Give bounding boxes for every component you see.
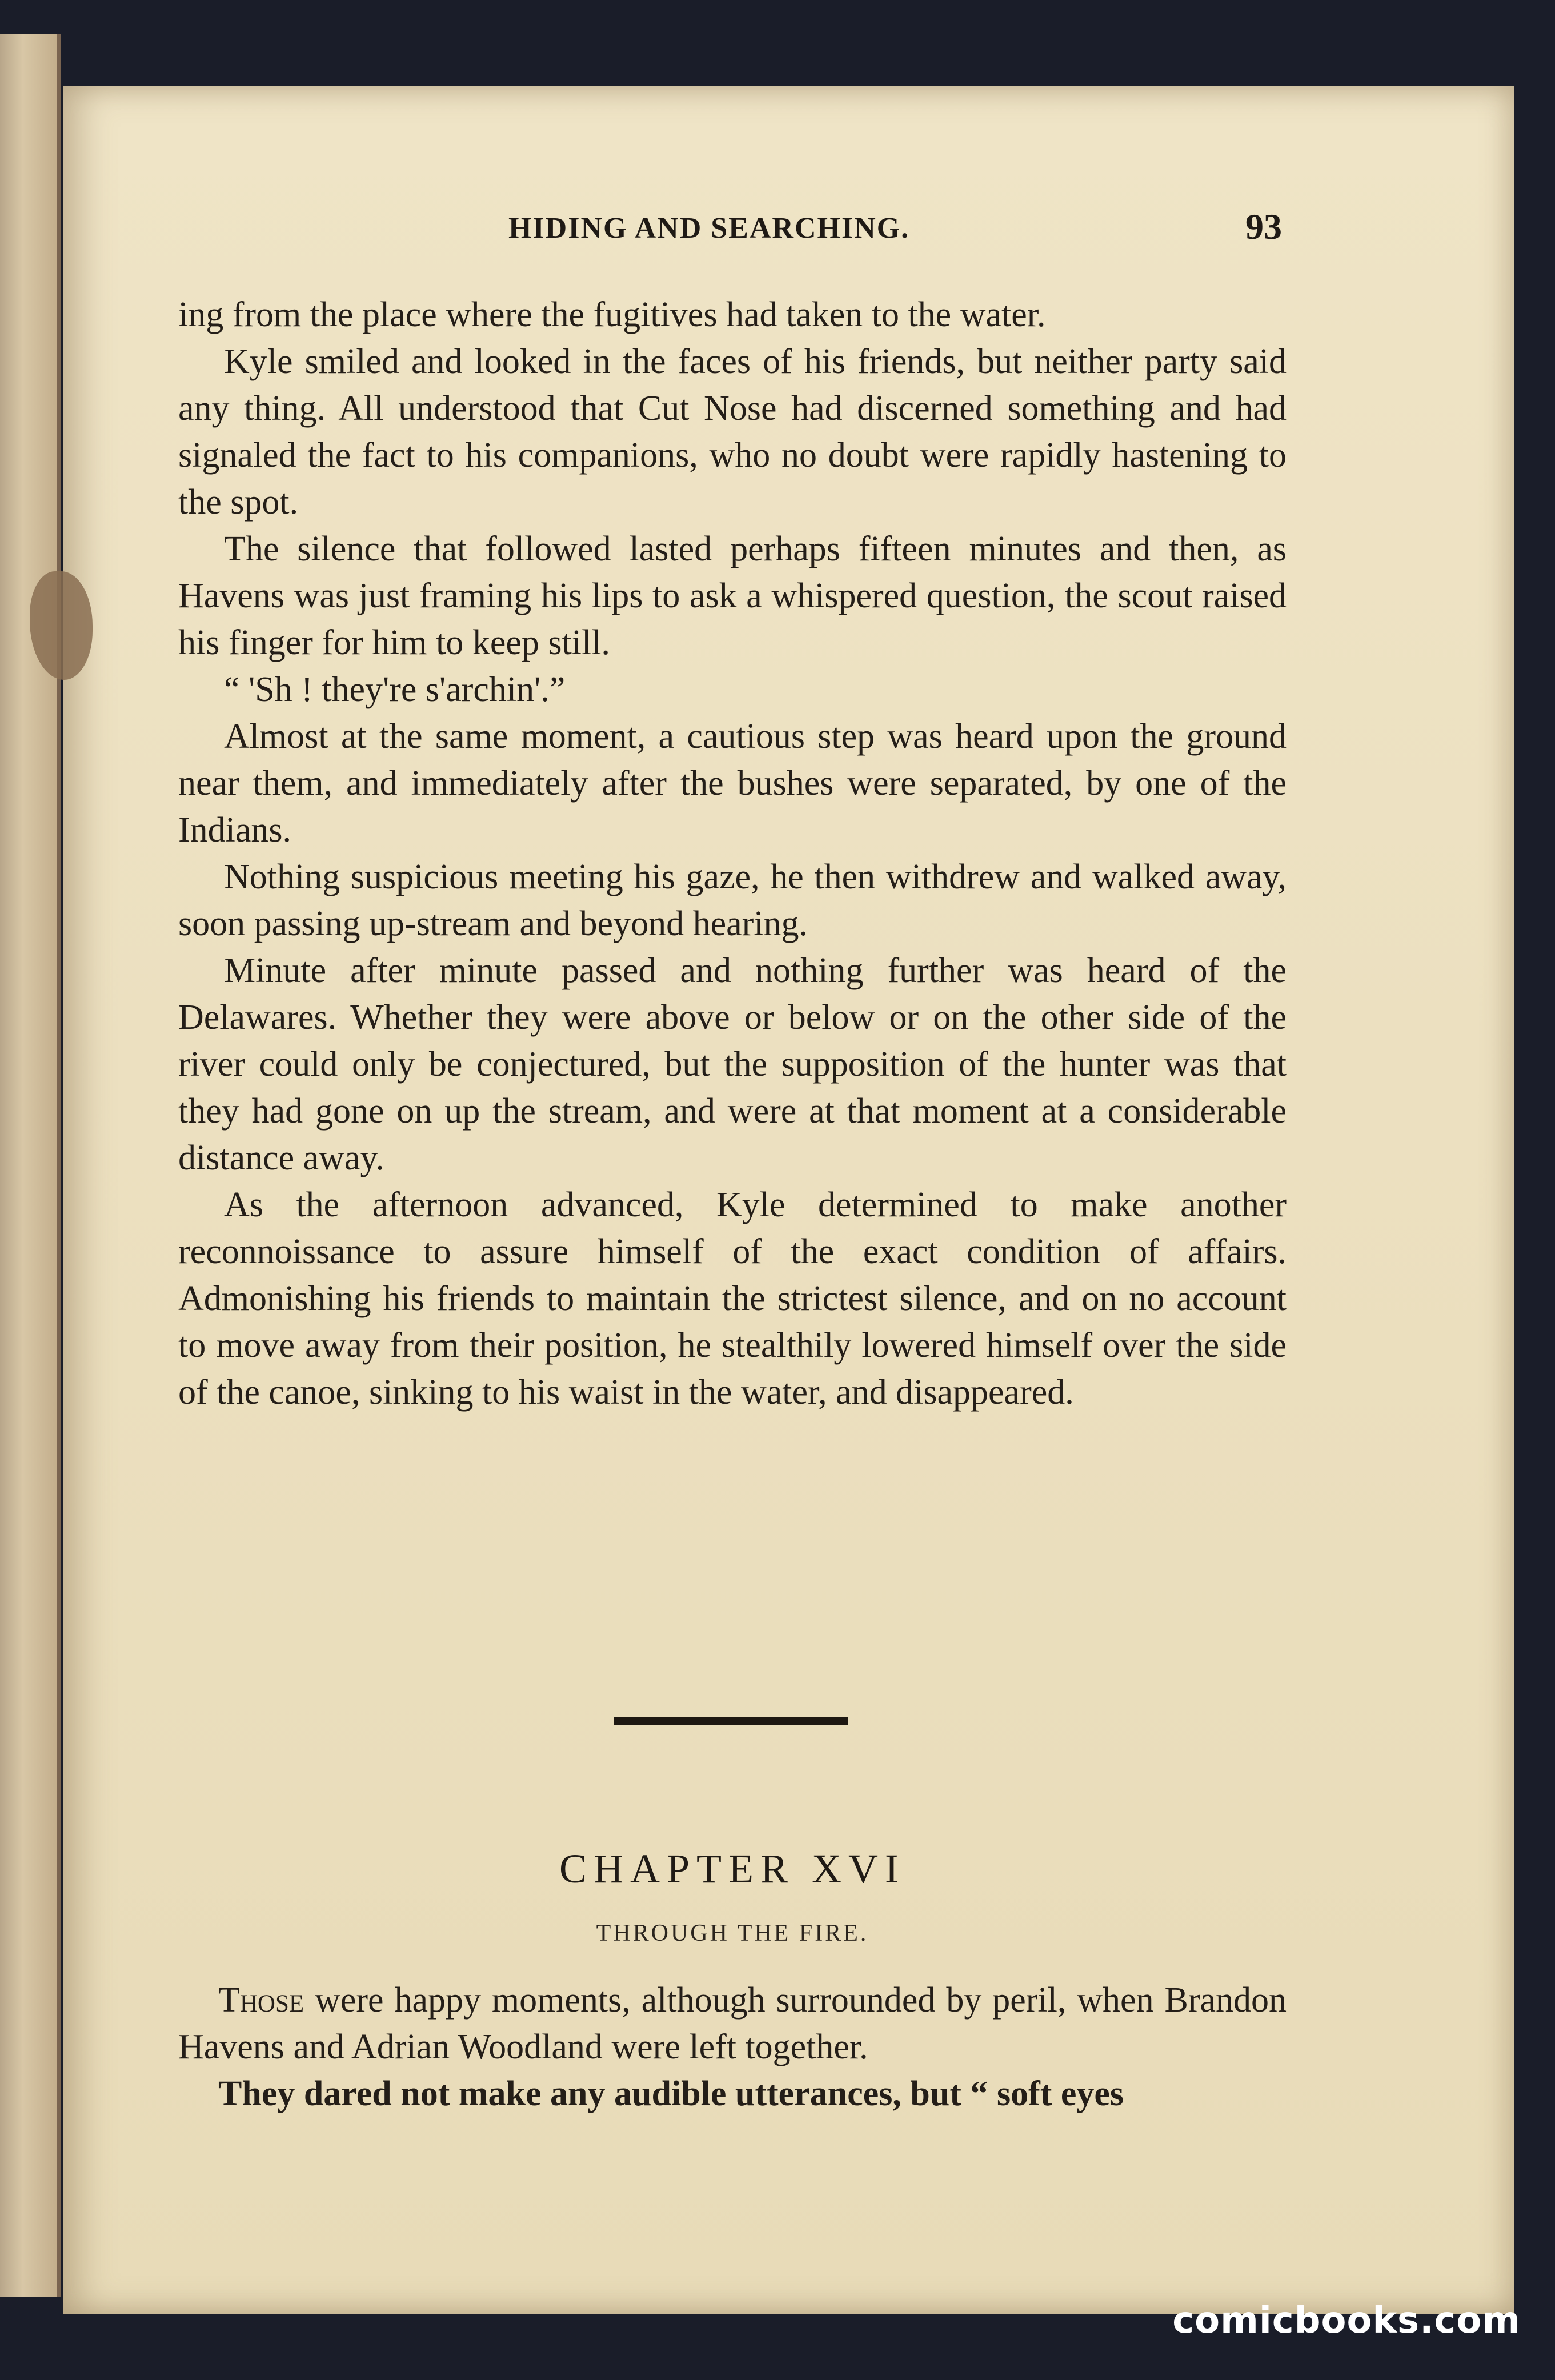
page-number: 93: [1245, 206, 1282, 247]
chapter-text: [178, 1977, 1287, 2117]
paragraph: The silence that followed lasted perhaps fifteen minutes and then, as Havens was just framing his lips to ask a whispered question, the scout raised his finger for him to keep still.: [178, 530, 1287, 662]
paragraph: Minute after minute passed and nothing further was heard of the Delawares. Whether they were above or below or on the other side of the river could only be conjectured, but the supposition of the hunter was that they had gone on up the stream, and were at that moment at a considerable distance away.: [178, 951, 1287, 1177]
chapter-title: CHAPTER XVI: [559, 1846, 905, 1892]
paragraph: Nothing suspicious meeting his gaze, he then withdrew and walked away, soon passing up-stream and beyond hearing.: [178, 858, 1287, 943]
running-head: HIDING AND SEARCHING.: [508, 212, 910, 245]
paragraph: Kyle smiled and looked in the faces of his friends, but neither party said any thing. All understood that Cut Nose had discerned something and had signaled the fact to his companions, who no doubt were rapidly hastening to the spot.: [178, 342, 1287, 522]
site-watermark: comicbooks.com: [1172, 2299, 1521, 2342]
chapter-paragraph: They dared not make any audible utterances, but “ soft eyes: [218, 2074, 1124, 2113]
paragraph: ing from the place where the fugitives had taken to the water.: [178, 295, 1046, 334]
chapter-subtitle: THROUGH THE FIRE.: [596, 1920, 869, 1946]
book-spine-edge: [0, 34, 61, 2297]
paragraph: Almost at the same moment, a cautious step was heard upon the ground near them, and immediately after the bushes were separated, by one of the Indians.: [178, 717, 1287, 850]
body-text: [178, 291, 1287, 1416]
paragraph: As the afternoon advanced, Kyle determined to make another reconnoissance to assure himself of the exact condition of affairs. Admonishing his friends to maintain the strictest silence, and on no account to move away from their position, he stealthily lowered himself over the side of the canoe, sinking to his waist in the water, and disappeared.: [178, 1185, 1287, 1412]
section-divider-rule: [614, 1717, 848, 1725]
drop-word: Those: [218, 1981, 304, 2020]
paragraph: “ 'Sh ! they're s'archin'.”: [224, 670, 566, 709]
chapter-paragraph: [178, 1977, 1287, 2070]
paragraph-rest: were happy moments, although surrounded by peril, when Brandon Havens and Adrian Woodland were left together.: [178, 1981, 1287, 2066]
